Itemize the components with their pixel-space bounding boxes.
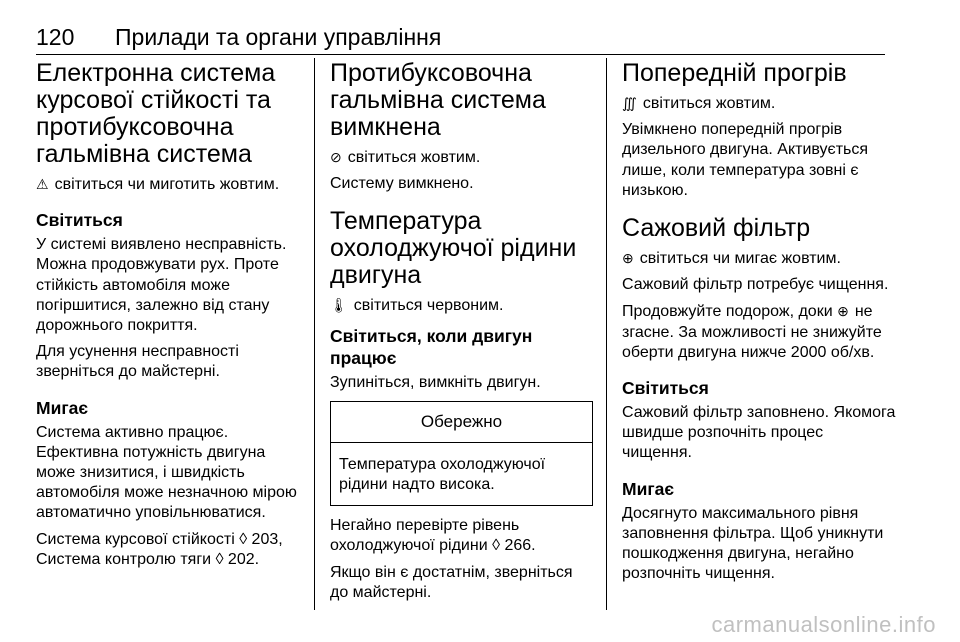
page-title: Прилади та органи управління <box>115 24 442 50</box>
esc-on-heading: Світиться <box>36 210 123 231</box>
section-title-esc: Електронна система курсової стійкості та протибуксовочна гальмівна система <box>36 59 276 168</box>
filter-need-text: Сажовий фільтр потребує чищення. <box>622 276 889 294</box>
section-title-preheat: Попередній прогрів <box>622 59 847 87</box>
column-divider <box>606 58 607 610</box>
coolant-stop-text: Зупиніться, вимкніть двигун. <box>330 373 541 391</box>
esc-off-icon: ⊘ <box>330 149 342 165</box>
section-title-esc-off: Протибуксовочна гальмівна система вимкнена <box>330 59 546 141</box>
coolant-running-heading: Світиться, коли двигун працює <box>330 325 533 368</box>
warning-title: Обережно <box>331 402 592 443</box>
section-title-filter: Сажовий фільтр <box>622 214 811 243</box>
esc-on-text: У системі виявлено несправність. Можна продовжувати рух. Проте стійкість автомобіля може погіршитися, залежно від стану дорожнього покриття. <box>36 236 287 335</box>
particulate-filter-icon: ⊕ <box>622 250 634 267</box>
filter-blink-heading: Мигає <box>622 478 675 499</box>
column-preheat <box>622 60 897 590</box>
column-coolant <box>330 60 593 609</box>
filter-continue-text: Продовжуйте подорож, доки ⊕ не згасне. За можливості не знижуйте оберти двигуна нижче 2000 об/хв. <box>622 303 882 361</box>
coolant-temperature-icon: 🌡 <box>330 297 348 314</box>
coolant-indicator-line: 🌡 світиться червоним. <box>330 297 504 315</box>
particulate-filter-icon: ⊕ <box>837 303 849 320</box>
filter-on-heading: Світиться <box>622 378 709 399</box>
section-title-coolant: Температура охолоджуючої рідини двигуна <box>330 207 577 290</box>
esc-blink-text: Система активно працює. Ефективна потужність двигуна може знизитися, і швидкість автомобіля може незначною мірою автоматично уповільнюватися. <box>36 423 297 522</box>
esc-off-indicator-line: ⊘ світиться жовтим. <box>330 149 481 166</box>
preheat-indicator-line: ∭ світиться жовтим. <box>622 95 776 112</box>
coolant-sufficient-text: Якщо він є достатнім, зверніться до майстерні. <box>330 563 573 601</box>
filter-on-text: Сажовий фільтр заповнено. Якомога швидше розпочніть процес чищення. <box>622 404 896 462</box>
esc-blink-heading: Мигає <box>36 397 89 418</box>
warning-box <box>330 401 593 506</box>
esc-ref-text: Система курсової стійкості ◊ 203, Система контролю тяги ◊ 202. <box>36 530 283 568</box>
filter-blink-text: Досягнуто максимального рівня заповнення фільтра. Щоб уникнути пошкодження двигуна, негайно розпочніть чищення. <box>622 504 884 583</box>
warning-text: Температура охолоджуючої рідини надто висока. <box>339 455 546 494</box>
page-header <box>36 24 885 55</box>
esc-fix-text: Для усунення несправності зверніться до майстерні. <box>36 343 239 381</box>
column-esc <box>36 60 306 576</box>
column-divider <box>314 58 315 610</box>
preheat-text: Увімкнено попередній прогрів дизельного двигуна. Активується лише, коли температура зовні є низькою. <box>622 121 869 199</box>
page-number: 120 <box>36 24 75 50</box>
watermark: carmanualsonline.info <box>711 612 936 637</box>
esc-off-text: Систему вимкнено. <box>330 175 474 193</box>
glow-plug-icon: ∭ <box>622 95 637 111</box>
esc-indicator-line: ⚠ світиться чи миготить жовтим. <box>36 176 280 193</box>
filter-indicator-line: ⊕ світиться чи мигає жовтим. <box>622 250 841 268</box>
coolant-check-text: Негайно перевірте рівень охолоджуючої рідини ◊ 266. <box>330 517 536 555</box>
esc-warning-icon: ⚠ <box>36 176 49 192</box>
